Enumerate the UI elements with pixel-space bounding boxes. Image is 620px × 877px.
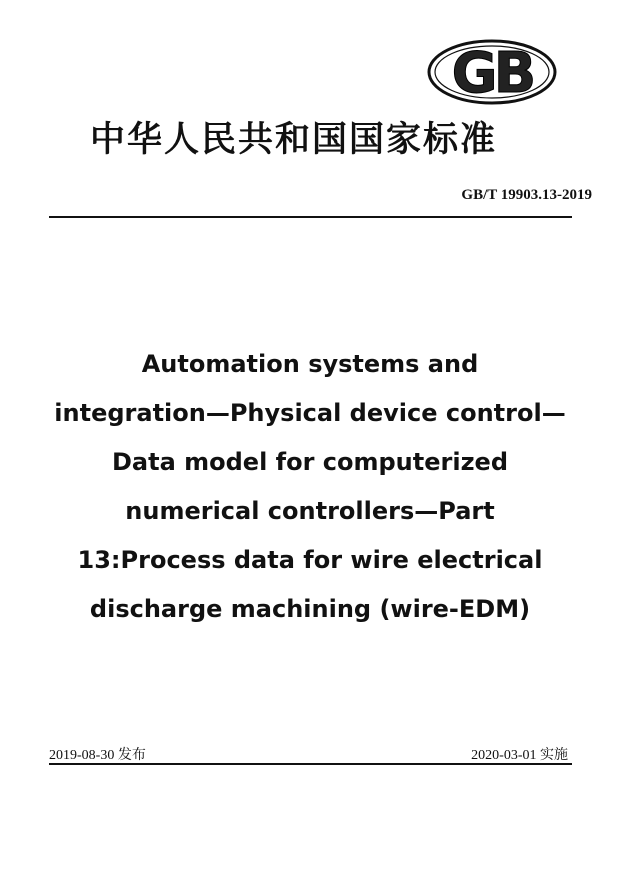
document-title	[40, 340, 580, 634]
issue-date: 2019-08-30 发布	[49, 748, 146, 763]
title-line: Automation systems and	[141, 350, 479, 378]
standard-number: GB/T 19903.13-2019	[461, 187, 592, 203]
title-line: numerical controllers—Part	[125, 497, 495, 525]
organization-name: 中华人民共和国国家标准	[90, 120, 498, 160]
top-divider	[49, 216, 572, 218]
title-line: Data model for computerized	[111, 448, 509, 476]
bottom-divider	[49, 763, 572, 765]
title-line: 13:Process data for wire electrical	[77, 546, 543, 574]
gb-logo	[427, 39, 557, 105]
title-line: discharge machining (wire-EDM)	[89, 595, 531, 623]
title-line: integration—Physical device control—	[54, 399, 566, 427]
gb-logo-text: GB	[451, 41, 533, 105]
implementation-date: 2020-03-01 实施	[471, 748, 568, 763]
